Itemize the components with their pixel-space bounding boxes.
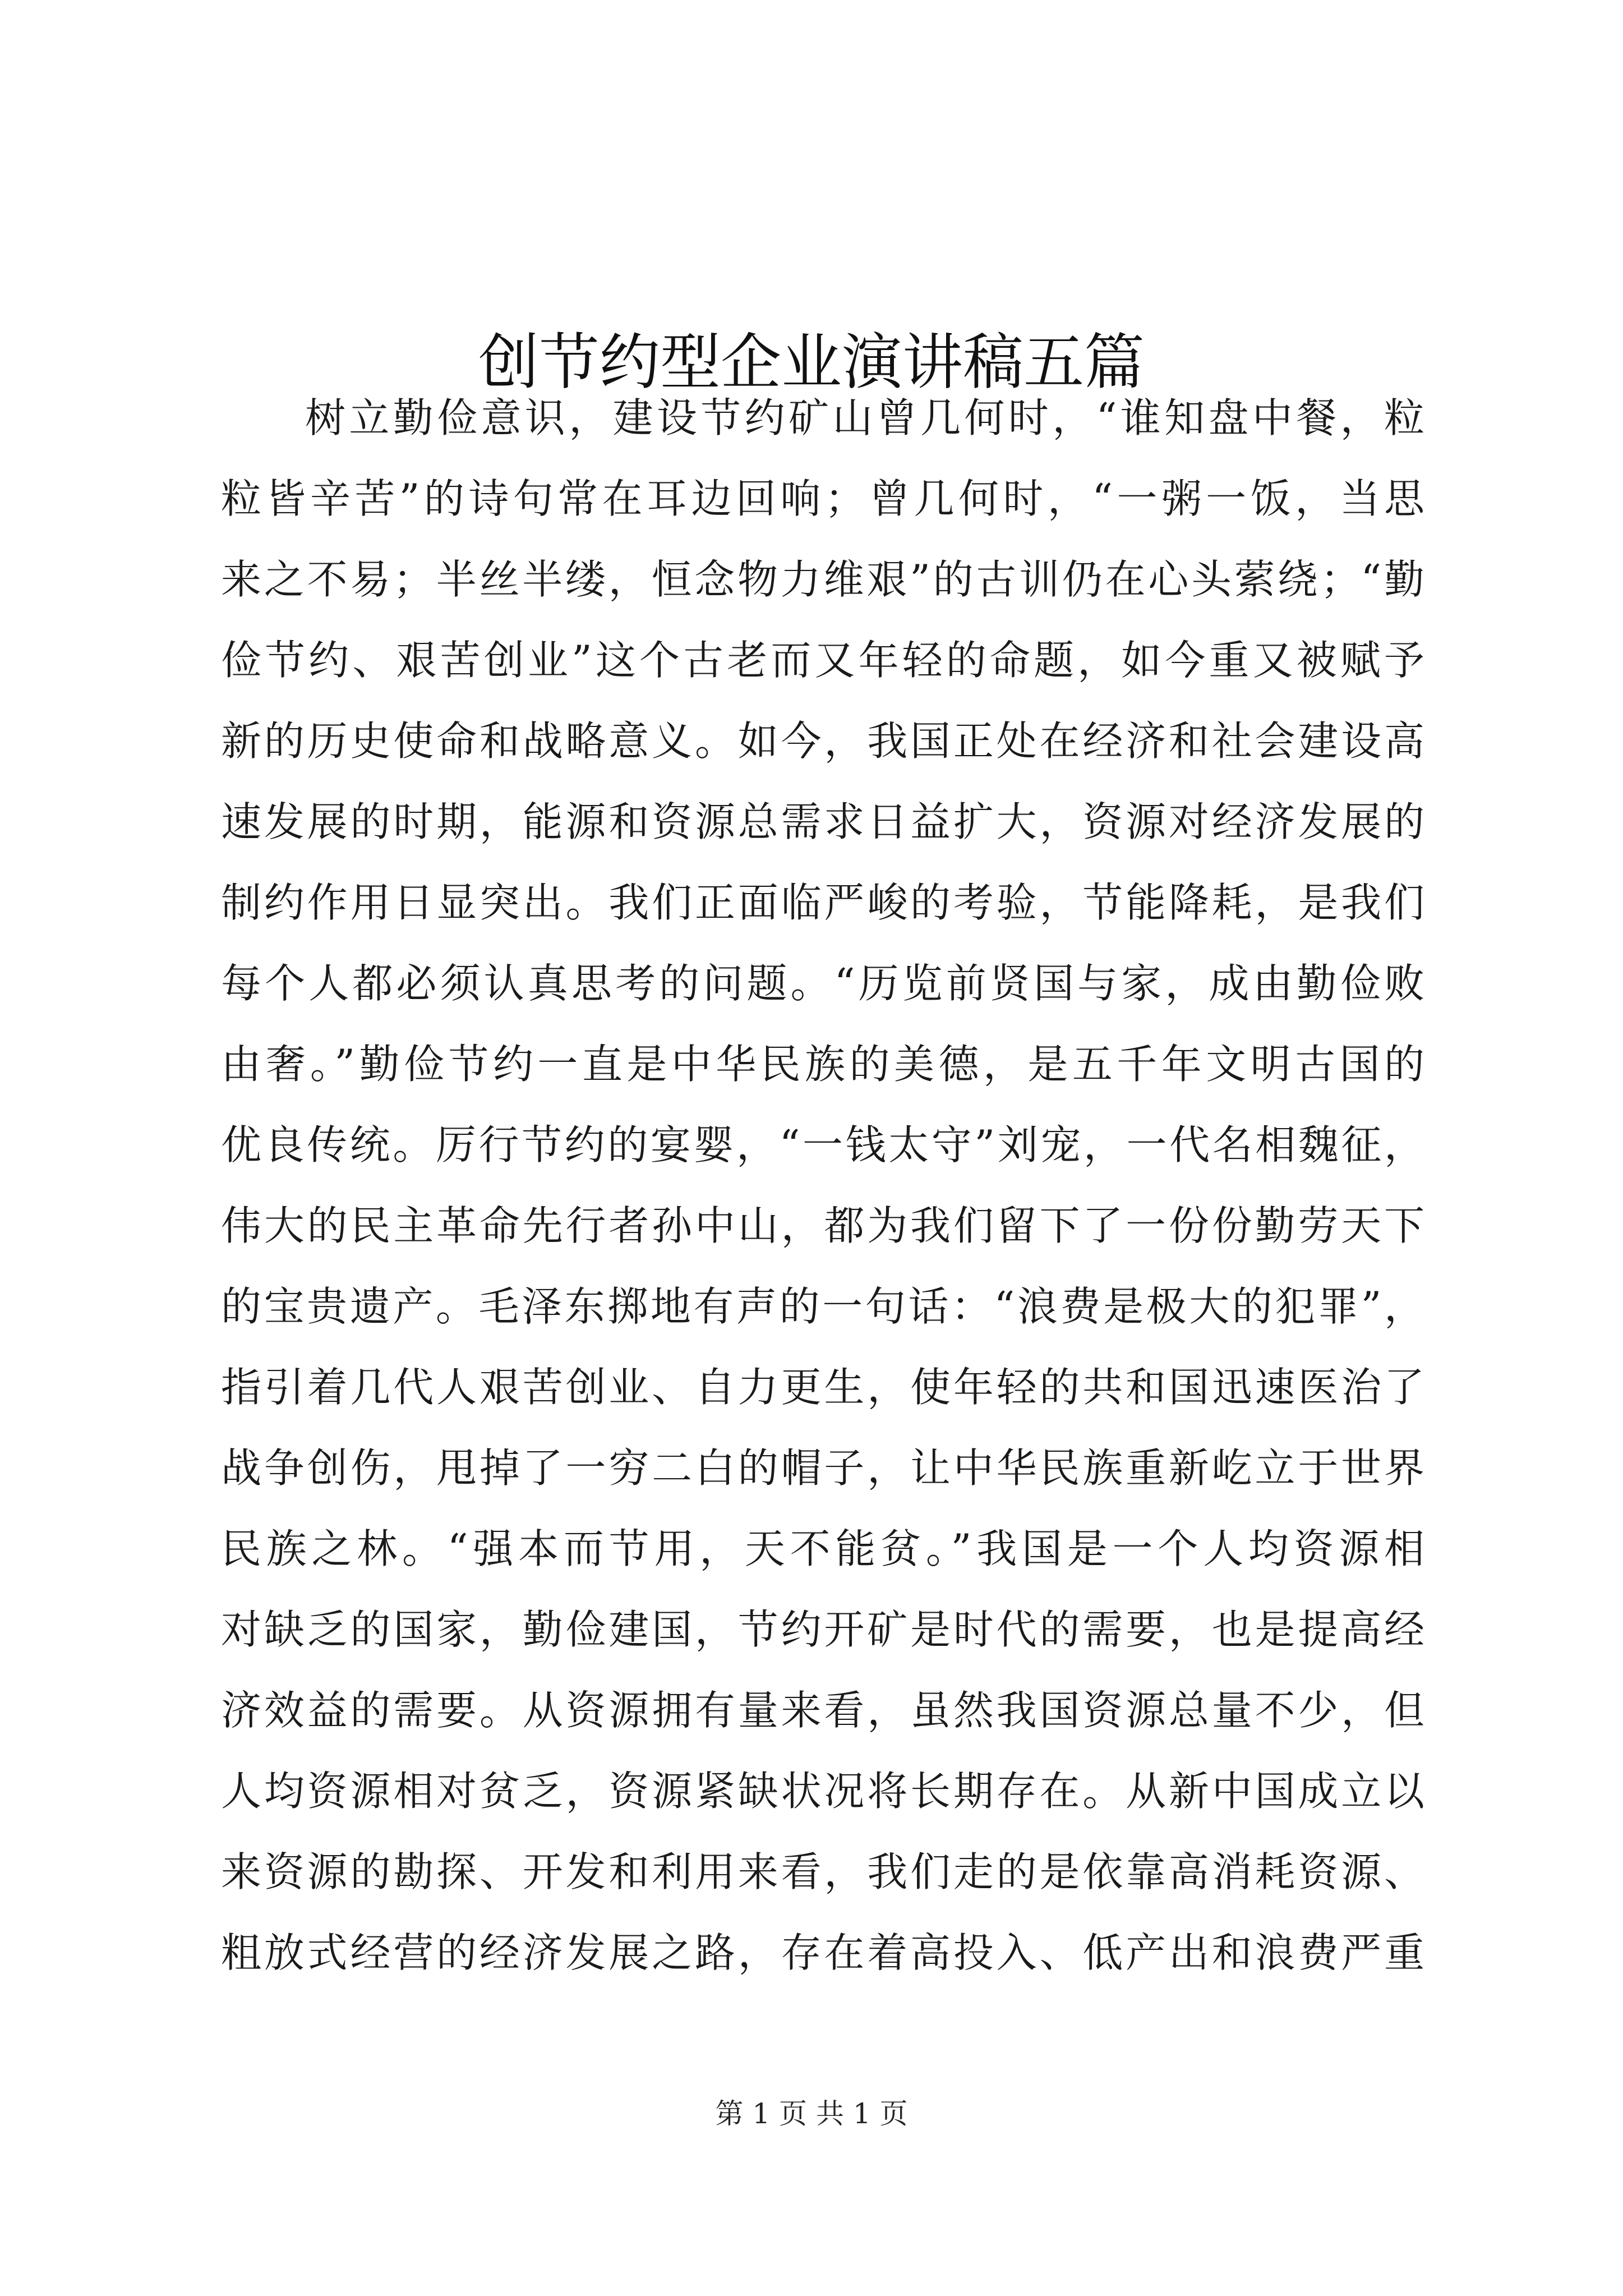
body-line: 制约作用日显突出。我们正面临严峻的考验，节能降耗，是我们 [221, 879, 1424, 926]
body-line: 民族之林。“强本而节用，天不能贫。”我国是一个人均资源相 [221, 1525, 1424, 1572]
document-body [221, 378, 1424, 1993]
body-line: 粒皆辛苦”的诗句常在耳边回响；曾几何时，“一粥一饭，当思 [221, 475, 1424, 522]
page-footer: 第 1 页 共 1 页 [715, 2097, 908, 2130]
body-line: 优良传统。厉行节约的宴婴，“一钱太守”刘宠，一代名相魏征， [221, 1121, 1424, 1168]
body-line: 来之不易；半丝半缕，恒念物力维艰”的古训仍在心头萦绕；“勤 [221, 556, 1424, 603]
body-line: 速发展的时期，能源和资源总需求日益扩大，资源对经济发展的 [221, 798, 1424, 845]
body-line: 伟大的民主革命先行者孙中山，都为我们留下了一份份勤劳天下 [221, 1202, 1424, 1249]
body-line: 济效益的需要。从资源拥有量来看，虽然我国资源总量不少，但 [221, 1687, 1424, 1734]
body-line: 的宝贵遗产。毛泽东掷地有声的一句话：“浪费是极大的犯罪”， [221, 1283, 1424, 1330]
body-line: 每个人都必须认真思考的问题。“历览前贤国与家，成由勤俭败 [221, 960, 1424, 1007]
document-title: 创节约型企业演讲稿五篇 [478, 328, 1145, 398]
body-line: 俭节约、艰苦创业”这个古老而又年轻的命题，如今重又被赋予 [221, 637, 1424, 684]
body-line: 战争创伤，甩掉了一穷二白的帽子，让中华民族重新屹立于世界 [221, 1444, 1424, 1492]
body-line: 对缺乏的国家，勤俭建国，节约开矿是时代的需要，也是提高经 [221, 1606, 1424, 1653]
body-line: 由奢。”勤俭节约一直是中华民族的美德，是五千年文明古国的 [221, 1041, 1424, 1088]
body-line: 粗放式经营的经济发展之路，存在着高投入、低产出和浪费严重 [221, 1929, 1424, 1976]
body-line: 树立勤俭意识，建设节约矿山曾几何时，“谁知盘中餐，粒 [305, 394, 1424, 441]
body-line: 人均资源相对贫乏，资源紧缺状况将长期存在。从新中国成立以 [221, 1768, 1424, 1815]
body-line: 来资源的勘探、开发和利用来看，我们走的是依靠高消耗资源、 [221, 1848, 1424, 1895]
body-line: 新的历史使命和战略意义。如今，我国正处在经济和社会建设高 [221, 717, 1424, 765]
body-line: 指引着几代人艰苦创业、自力更生，使年轻的共和国迅速医治了 [221, 1364, 1424, 1411]
